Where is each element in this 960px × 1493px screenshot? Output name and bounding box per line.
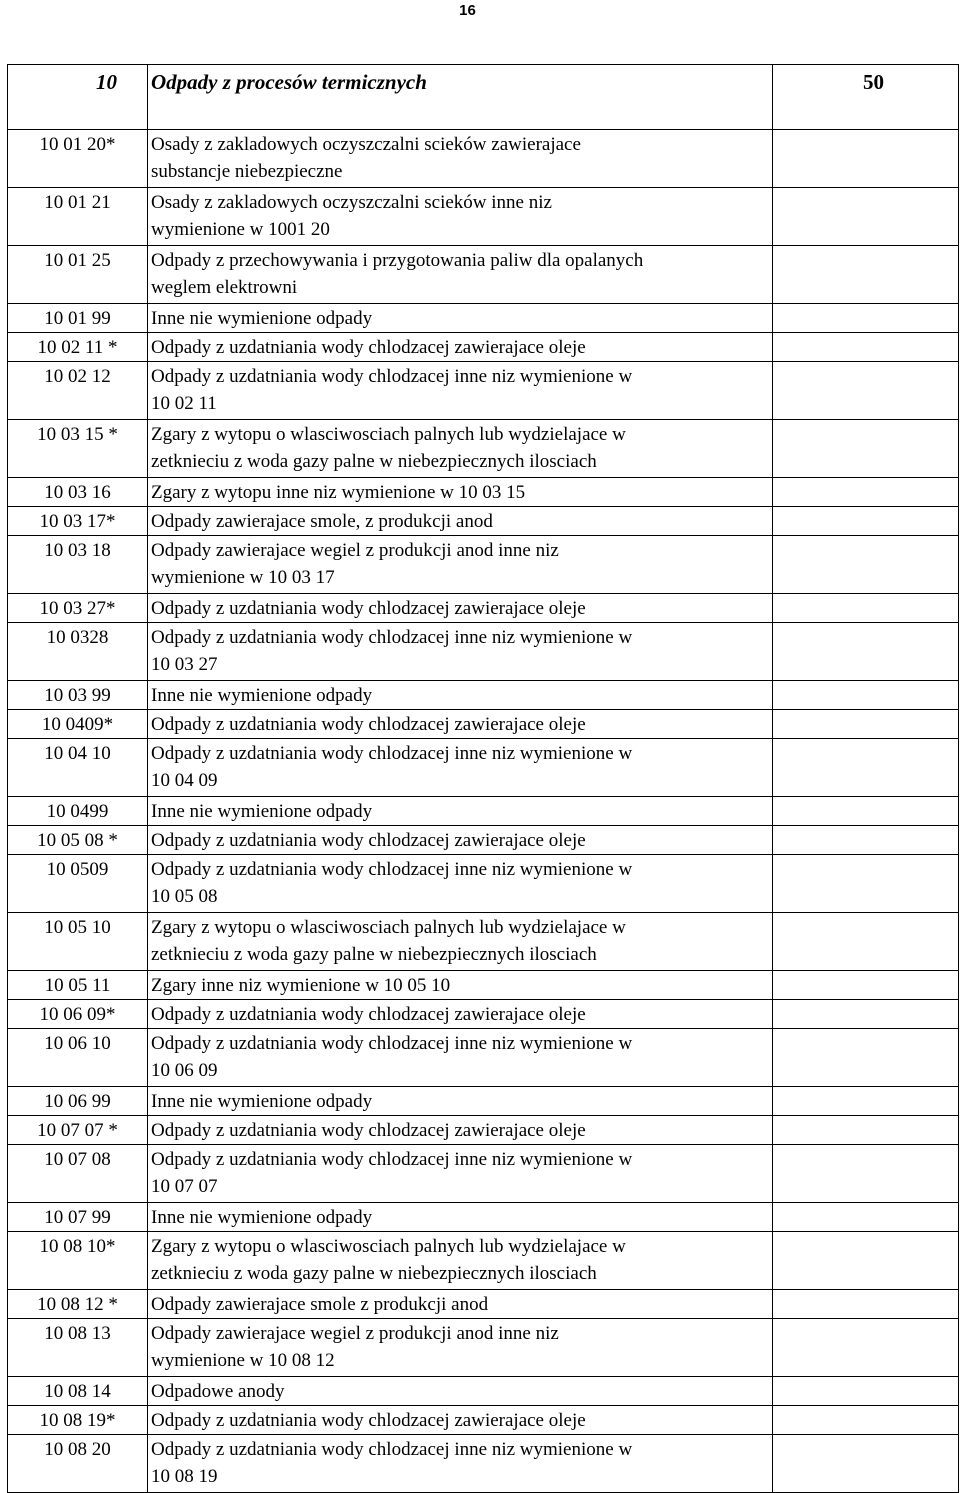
waste-code: 10 01 20* — [8, 130, 148, 188]
empty-cell — [773, 1377, 959, 1406]
waste-code-table — [7, 64, 959, 1493]
table-row — [8, 246, 959, 304]
description-line: Zgary z wytopu inne niz wymienione w 10 03 15 — [151, 482, 526, 503]
waste-description — [148, 1435, 773, 1493]
waste-code: 10 04 10 — [8, 739, 148, 797]
waste-code: 10 02 11 * — [8, 333, 148, 362]
table-row — [8, 1145, 959, 1203]
empty-cell — [773, 1319, 959, 1377]
empty-cell — [773, 826, 959, 855]
waste-description — [148, 1319, 773, 1377]
waste-code: 10 08 13 — [8, 1319, 148, 1377]
waste-description — [148, 1029, 773, 1087]
description-line: Odpady z uzdatniania wody chlodzacej zawierajace oleje — [151, 598, 586, 619]
table-row — [8, 362, 959, 420]
waste-description — [148, 507, 773, 536]
table-row — [8, 1029, 959, 1087]
waste-description — [148, 478, 773, 507]
description-line: zetknieciu z woda gazy palne w niebezpiecznych ilosciach — [151, 944, 597, 965]
empty-cell — [773, 797, 959, 826]
description-line: Inne nie wymienione odpady — [151, 801, 373, 822]
waste-code: 10 03 99 — [8, 681, 148, 710]
description-line: Odpady z uzdatniania wody chlodzacej inne niz wymienione w — [151, 1149, 633, 1170]
description-line: Odpady zawierajace wegiel z produkcji anod inne niz — [151, 1323, 559, 1344]
empty-cell — [773, 623, 959, 681]
group-title: Odpady z procesów termicznych — [148, 65, 773, 130]
table-row — [8, 971, 959, 1000]
waste-description — [148, 1203, 773, 1232]
table-row — [8, 1000, 959, 1029]
table-row — [8, 304, 959, 333]
waste-code: 10 08 10* — [8, 1232, 148, 1290]
table-row — [8, 855, 959, 913]
table-row — [8, 681, 959, 710]
waste-description — [148, 420, 773, 478]
description-line: Odpady zawierajace wegiel z produkcji anod inne niz — [151, 540, 559, 561]
description-line: Odpady z uzdatniania wody chlodzacej zawierajace oleje — [151, 714, 586, 735]
table-row — [8, 478, 959, 507]
description-line: Odpady z uzdatniania wody chlodzacej inne niz wymienione w — [151, 1033, 633, 1054]
waste-code: 10 01 25 — [8, 246, 148, 304]
waste-description — [148, 739, 773, 797]
table-row — [8, 1290, 959, 1319]
group-count: 50 — [773, 65, 959, 130]
description-line: 10 03 27 — [151, 654, 218, 675]
page-number: 16 — [459, 2, 476, 19]
description-line: Odpady z uzdatniania wody chlodzacej inne niz wymienione w — [151, 627, 633, 648]
description-line: Odpady z uzdatniania wody chlodzacej inne niz wymienione w — [151, 743, 633, 764]
empty-cell — [773, 739, 959, 797]
description-line: Odpady zawierajace smole z produkcji anod — [151, 1294, 489, 1315]
waste-code: 10 0499 — [8, 797, 148, 826]
description-line: weglem elektrowni — [151, 277, 298, 298]
description-line: 10 08 19 — [151, 1466, 218, 1487]
description-line: Osady z zakladowych oczyszczalni scieków zawierajace — [151, 134, 581, 155]
waste-description — [148, 855, 773, 913]
description-line: 10 04 09 — [151, 770, 218, 791]
table-row — [8, 739, 959, 797]
description-line: zetknieciu z woda gazy palne w niebezpiecznych ilosciach — [151, 1263, 597, 1284]
empty-cell — [773, 304, 959, 333]
waste-code: 10 0409* — [8, 710, 148, 739]
description-line: wymienione w 10 03 17 — [151, 567, 335, 588]
empty-cell — [773, 507, 959, 536]
description-line: Inne nie wymienione odpady — [151, 1207, 373, 1228]
waste-description — [148, 971, 773, 1000]
waste-code: 10 01 21 — [8, 188, 148, 246]
empty-cell — [773, 1232, 959, 1290]
description-line: wymienione w 1001 20 — [151, 219, 330, 240]
description-line: Odpady z uzdatniania wody chlodzacej zawierajace oleje — [151, 830, 586, 851]
empty-cell — [773, 1087, 959, 1116]
waste-code: 10 03 18 — [8, 536, 148, 594]
waste-code: 10 07 08 — [8, 1145, 148, 1203]
waste-code: 10 03 27* — [8, 594, 148, 623]
empty-cell — [773, 971, 959, 1000]
description-line: 10 05 08 — [151, 886, 218, 907]
empty-cell — [773, 188, 959, 246]
waste-description — [148, 130, 773, 188]
empty-cell — [773, 1435, 959, 1493]
waste-description — [148, 623, 773, 681]
empty-cell — [773, 1029, 959, 1087]
table-row — [8, 1435, 959, 1493]
table-row — [8, 1319, 959, 1377]
table-row — [8, 420, 959, 478]
description-line: Osady z zakladowych oczyszczalni scieków inne niz — [151, 192, 552, 213]
description-line: Odpadowe anody — [151, 1381, 285, 1402]
table-row — [8, 594, 959, 623]
waste-description — [148, 1377, 773, 1406]
waste-code: 10 03 16 — [8, 478, 148, 507]
description-line: Odpady z uzdatniania wody chlodzacej zawierajace oleje — [151, 1410, 586, 1431]
waste-code: 10 0509 — [8, 855, 148, 913]
description-line: Odpady z uzdatniania wody chlodzacej zawierajace oleje — [151, 1004, 586, 1025]
description-line: Inne nie wymienione odpady — [151, 308, 373, 329]
description-line: Inne nie wymienione odpady — [151, 1091, 373, 1112]
description-line: Zgary z wytopu o wlasciwosciach palnych lub wydzielajace w — [151, 1236, 626, 1257]
table-row — [8, 188, 959, 246]
waste-code: 10 06 10 — [8, 1029, 148, 1087]
table-row — [8, 1087, 959, 1116]
table-row — [8, 826, 959, 855]
description-line: 10 02 11 — [151, 393, 217, 414]
empty-cell — [773, 362, 959, 420]
description-line: wymienione w 10 08 12 — [151, 1350, 335, 1371]
empty-cell — [773, 478, 959, 507]
waste-code: 10 08 20 — [8, 1435, 148, 1493]
waste-description — [148, 362, 773, 420]
waste-description — [148, 304, 773, 333]
group-code: 10 — [8, 65, 148, 130]
waste-code: 10 07 07 * — [8, 1116, 148, 1145]
description-line: Odpady z uzdatniania wody chlodzacej zawierajace oleje — [151, 337, 586, 358]
description-line: 10 07 07 — [151, 1176, 218, 1197]
empty-cell — [773, 333, 959, 362]
waste-description — [148, 826, 773, 855]
description-line: Odpady zawierajace smole, z produkcji anod — [151, 511, 493, 532]
waste-description — [148, 1087, 773, 1116]
waste-description — [148, 594, 773, 623]
table-header-row — [8, 65, 959, 130]
empty-cell — [773, 710, 959, 739]
description-line: Odpady z uzdatniania wody chlodzacej zawierajace oleje — [151, 1120, 586, 1141]
table-row — [8, 333, 959, 362]
empty-cell — [773, 855, 959, 913]
waste-description — [148, 1232, 773, 1290]
empty-cell — [773, 420, 959, 478]
waste-code: 10 03 15 * — [8, 420, 148, 478]
waste-code: 10 05 10 — [8, 913, 148, 971]
waste-code: 10 08 14 — [8, 1377, 148, 1406]
description-line: Inne nie wymienione odpady — [151, 685, 373, 706]
waste-code: 10 01 99 — [8, 304, 148, 333]
empty-cell — [773, 681, 959, 710]
table-row — [8, 1232, 959, 1290]
waste-description — [148, 1116, 773, 1145]
description-line: Zgary inne niz wymienione w 10 05 10 — [151, 975, 451, 996]
waste-code: 10 06 99 — [8, 1087, 148, 1116]
waste-code: 10 05 08 * — [8, 826, 148, 855]
description-line: Zgary z wytopu o wlasciwosciach palnych lub wydzielajace w — [151, 424, 626, 445]
description-line: Zgary z wytopu o wlasciwosciach palnych lub wydzielajace w — [151, 917, 626, 938]
empty-cell — [773, 1116, 959, 1145]
description-line: 10 06 09 — [151, 1060, 218, 1081]
waste-description — [148, 1290, 773, 1319]
empty-cell — [773, 1406, 959, 1435]
waste-description — [148, 333, 773, 362]
waste-description — [148, 188, 773, 246]
table-row — [8, 1116, 959, 1145]
description-line: Odpady z uzdatniania wody chlodzacej inne niz wymienione w — [151, 859, 633, 880]
waste-code: 10 06 09* — [8, 1000, 148, 1029]
waste-code: 10 08 12 * — [8, 1290, 148, 1319]
waste-code: 10 02 12 — [8, 362, 148, 420]
table-row — [8, 536, 959, 594]
waste-description — [148, 797, 773, 826]
waste-code: 10 03 17* — [8, 507, 148, 536]
empty-cell — [773, 536, 959, 594]
description-line: Odpady z przechowywania i przygotowania paliw dla opalanych — [151, 250, 644, 271]
table-row — [8, 623, 959, 681]
empty-cell — [773, 1000, 959, 1029]
waste-code: 10 08 19* — [8, 1406, 148, 1435]
table-row — [8, 130, 959, 188]
description-line: Odpady z uzdatniania wody chlodzacej inne niz wymienione w — [151, 1439, 633, 1460]
waste-description — [148, 681, 773, 710]
table-body — [8, 65, 959, 1493]
table-row — [8, 1406, 959, 1435]
table-row — [8, 507, 959, 536]
table-row — [8, 1203, 959, 1232]
waste-description — [148, 536, 773, 594]
waste-description — [148, 710, 773, 739]
description-line: Odpady z uzdatniania wody chlodzacej inne niz wymienione w — [151, 366, 633, 387]
empty-cell — [773, 594, 959, 623]
waste-description — [148, 1000, 773, 1029]
waste-description — [148, 913, 773, 971]
description-line: zetknieciu z woda gazy palne w niebezpiecznych ilosciach — [151, 451, 597, 472]
empty-cell — [773, 1203, 959, 1232]
table-row — [8, 1377, 959, 1406]
waste-code: 10 07 99 — [8, 1203, 148, 1232]
empty-cell — [773, 913, 959, 971]
empty-cell — [773, 130, 959, 188]
waste-description — [148, 246, 773, 304]
waste-description — [148, 1406, 773, 1435]
waste-code: 10 05 11 — [8, 971, 148, 1000]
table-row — [8, 797, 959, 826]
table-row — [8, 710, 959, 739]
description-line: substancje niebezpieczne — [151, 161, 343, 182]
waste-code: 10 0328 — [8, 623, 148, 681]
waste-description — [148, 1145, 773, 1203]
table-row — [8, 913, 959, 971]
empty-cell — [773, 1145, 959, 1203]
empty-cell — [773, 1290, 959, 1319]
empty-cell — [773, 246, 959, 304]
